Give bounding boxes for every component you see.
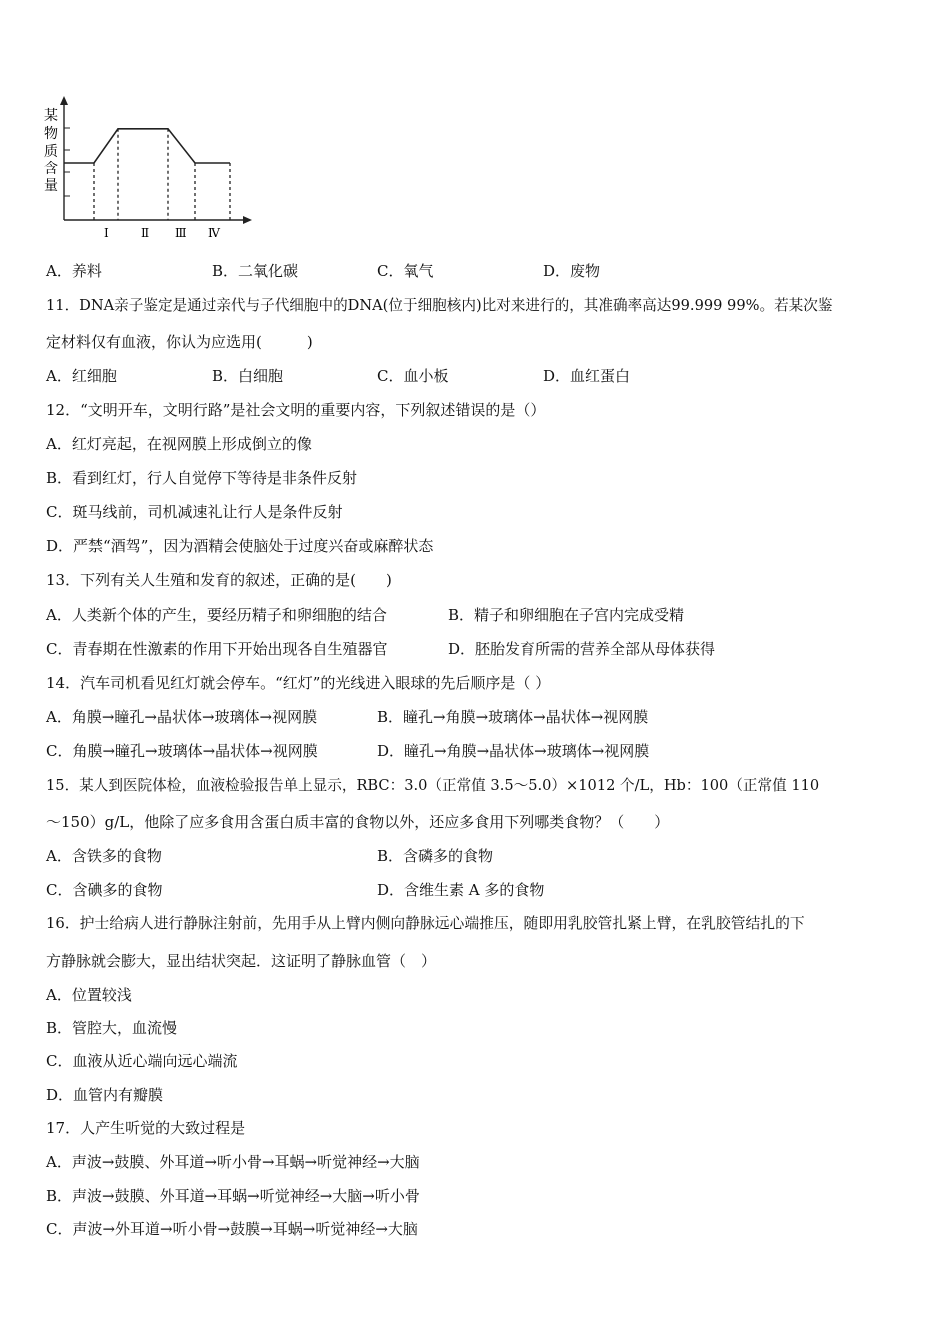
chart-xtick-label: Ⅲ <box>175 226 187 240</box>
q14-option-d[interactable]: D．瞳孔→角膜→晶状体→玻璃体→视网膜 <box>377 742 650 760</box>
q16-option-c[interactable]: C．血液从近心端向远心端流 <box>46 1052 238 1070</box>
chart-ylabel-char: 量 <box>44 178 58 194</box>
q10-option-c[interactable]: C．氧气 <box>377 262 434 280</box>
q13-option-d[interactable]: D．胚胎发育所需的营养全部从母体获得 <box>448 640 716 658</box>
q11-option-d[interactable]: D．血红蛋白 <box>543 367 631 385</box>
chart-y-arrow <box>60 96 68 105</box>
q17-stem: 17．人产生听觉的大致过程是 <box>46 1119 246 1137</box>
q14-option-b[interactable]: B．瞳孔→角膜→玻璃体→晶状体→视网膜 <box>377 708 649 726</box>
q15-stem-line2: ～150）g/L，他除了应多食用含蛋白质丰富的食物以外，还应多食用下列哪类食物？（ ） <box>46 813 670 831</box>
q14-option-c[interactable]: C．角膜→瞳孔→玻璃体→晶状体→视网膜 <box>46 742 318 760</box>
q11-option-c[interactable]: C．血小板 <box>377 367 449 385</box>
q16-stem-line2: 方静脉就会膨大，显出结状突起．这证明了静脉血管（ ） <box>46 952 437 970</box>
q12-option-c[interactable]: C．斑马线前，司机减速礼让行人是条件反射 <box>46 503 343 521</box>
q16-option-b[interactable]: B．管腔大，血流慢 <box>46 1019 178 1037</box>
chart-xtick-label: Ⅳ <box>208 226 220 240</box>
chart-xtick-label: Ⅱ <box>141 226 150 240</box>
q13-stem: 13．下列有关人生殖和发育的叙述，正确的是( ) <box>46 571 392 589</box>
chart-ylabel-char: 物 <box>44 126 58 142</box>
q15-option-d[interactable]: D．含维生素 A 多的食物 <box>377 881 545 899</box>
q15-stem-line1: 15．某人到医院体检，血液检验报告单上显示，RBC：3.0（正常值 3.5～5.0）×1012 个/L，Hb：100（正常值 110 <box>46 777 820 794</box>
q12-stem: 12．“文明开车，文明行路”是社会文明的重要内容，下列叙述错误的是（） <box>46 401 546 419</box>
q11-stem-line2: 定材料仅有血液，你认为应选用( ) <box>46 333 313 351</box>
q11-stem-line1: 11．DNA亲子鉴定是通过亲代与子代细胞中的DNA(位于细胞核内)比对来进行的，其准确率高达99.999 99%。若某次鉴 <box>46 297 833 314</box>
q12-option-d[interactable]: D．严禁“酒驾”，因为酒精会使脑处于过度兴奋或麻醉状态 <box>46 537 434 555</box>
q17-option-a[interactable]: A．声波→鼓膜、外耳道→听小骨→耳蜗→听觉神经→大脑 <box>46 1153 420 1171</box>
chart-xtick-label: Ⅰ <box>104 226 109 240</box>
q16-stem-line1: 16．护士给病人进行静脉注射前，先用手从上臂内侧向静脉远心端推压，随即用乳胶管扎紧上臂，在乳胶管结扎的下 <box>46 915 805 932</box>
q17-option-c[interactable]: C．声波→外耳道→听小骨→鼓膜→耳蜗→听觉神经→大脑 <box>46 1220 418 1238</box>
chart-ylabel-char: 某 <box>44 108 58 124</box>
q11-option-b[interactable]: B．白细胞 <box>212 367 284 385</box>
q10-option-a[interactable]: A．养料 <box>46 262 102 280</box>
substance-content-chart <box>40 94 260 244</box>
q13-option-c[interactable]: C．青春期在性激素的作用下开始出现各自生殖器官 <box>46 640 388 658</box>
q16-option-a[interactable]: A．位置较浅 <box>46 986 132 1004</box>
q13-option-a[interactable]: A．人类新个体的产生，要经历精子和卵细胞的结合 <box>46 606 387 624</box>
chart-x-arrow <box>243 216 252 224</box>
q14-stem: 14．汽车司机看见红灯就会停车。“红灯”的光线进入眼球的先后顺序是（ ） <box>46 674 551 692</box>
chart-guides <box>94 129 230 220</box>
q12-option-a[interactable]: A．红灯亮起，在视网膜上形成倒立的像 <box>46 435 312 453</box>
q15-option-a[interactable]: A．含铁多的食物 <box>46 847 162 865</box>
chart-ylabel-char: 含 <box>44 161 58 177</box>
q13-option-b[interactable]: B．精子和卵细胞在子宫内完成受精 <box>448 606 685 624</box>
q10-option-b[interactable]: B．二氧化碳 <box>212 262 299 280</box>
q15-option-c[interactable]: C．含碘多的食物 <box>46 881 163 899</box>
chart-ylabel-char: 质 <box>44 144 58 160</box>
q14-option-a[interactable]: A．角膜→瞳孔→晶状体→玻璃体→视网膜 <box>46 708 318 726</box>
q12-option-b[interactable]: B．看到红灯，行人自觉停下等待是非条件反射 <box>46 469 358 487</box>
q10-option-d[interactable]: D．废物 <box>543 262 601 280</box>
q17-option-b[interactable]: B．声波→鼓膜、外耳道→耳蜗→听觉神经→大脑→听小骨 <box>46 1187 420 1205</box>
q11-option-a[interactable]: A．红细胞 <box>46 367 117 385</box>
q15-option-b[interactable]: B．含磷多的食物 <box>377 847 494 865</box>
q16-option-d[interactable]: D．血管内有瓣膜 <box>46 1086 164 1104</box>
chart-curve <box>64 129 230 163</box>
